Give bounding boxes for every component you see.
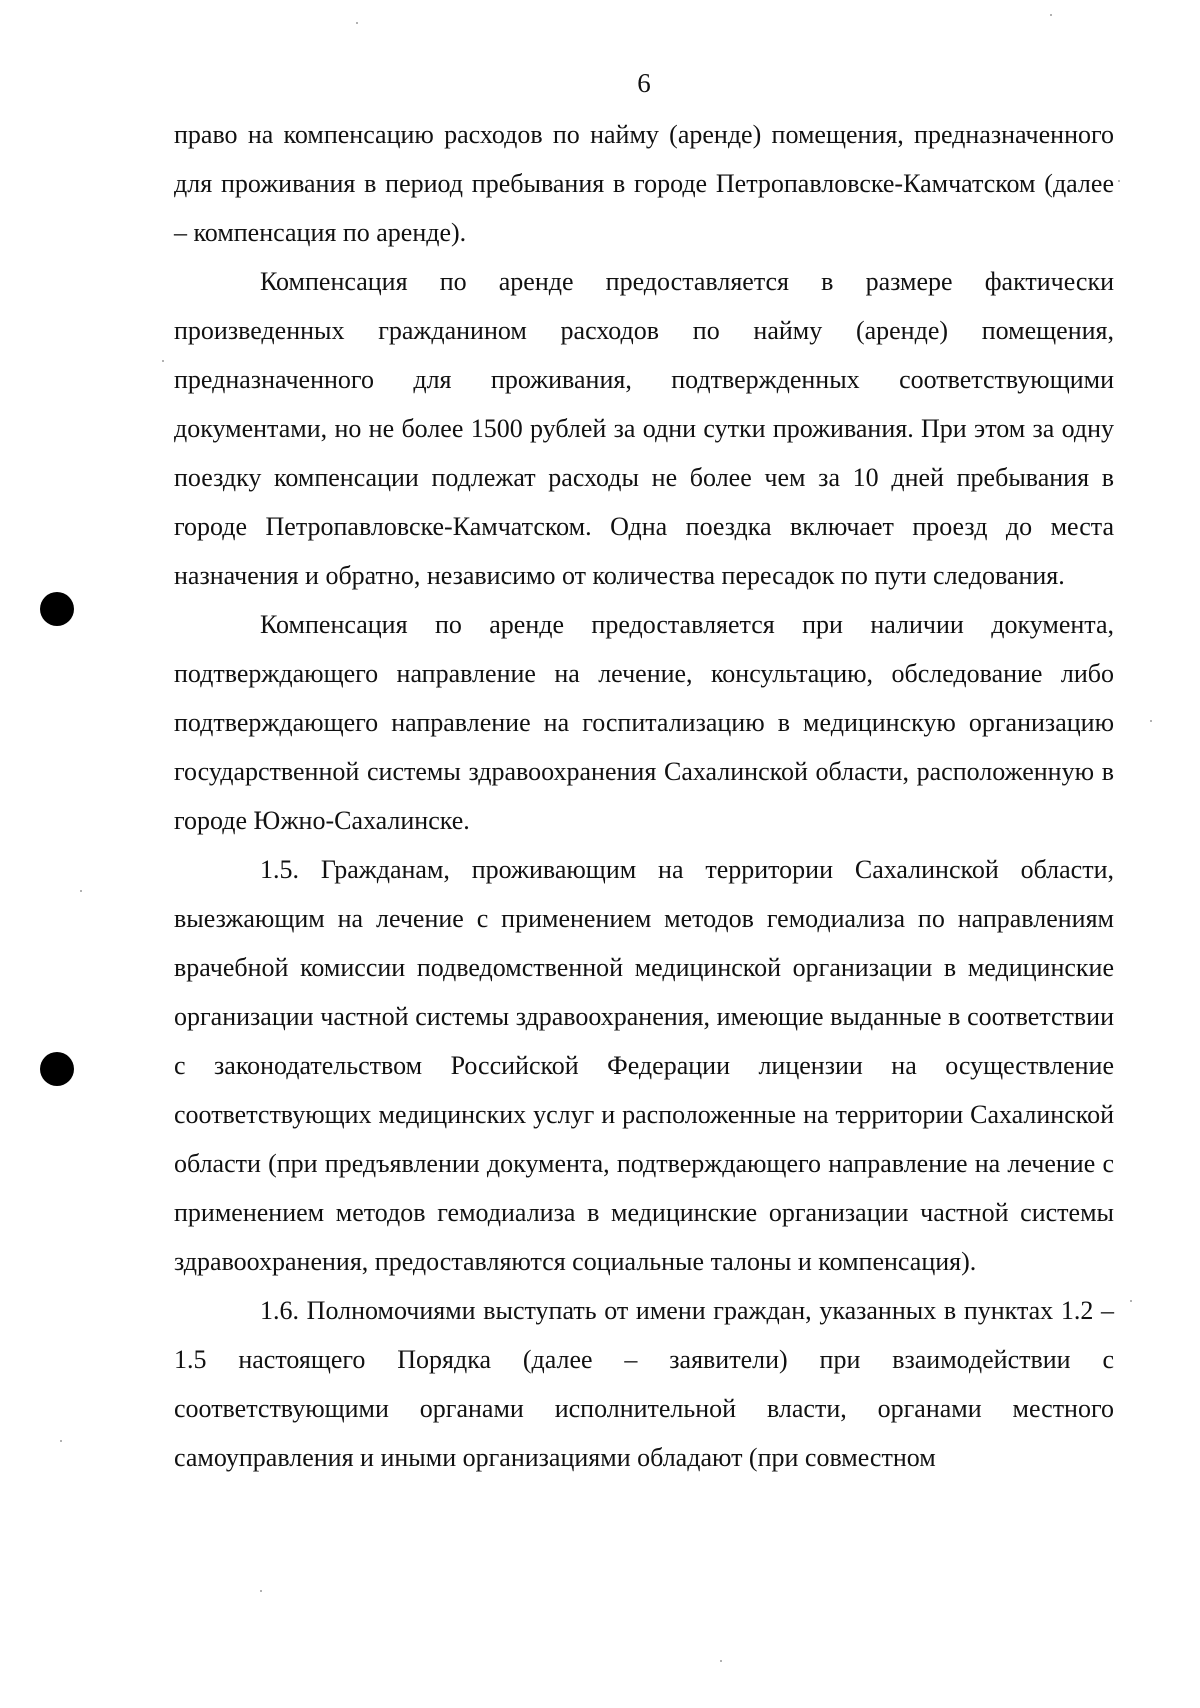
paragraph-1-6: 1.6. Полномочиями выступать от имени граждан, указанных в пунктах 1.2 – 1.5 настоящего Порядка (далее – заявители) при взаимодействии с соответствующими органами исполнительной власти, органами местного самоуправления и иными организациями обладают (при совместном: [174, 1296, 1114, 1472]
punch-hole-top: [40, 592, 74, 626]
paragraph-continuation: право на компенсацию расходов по найму (аренде) помещения, предназначенного для проживания в период пребывания в городе Петропавловске-Камчатском (далее – компенсация по аренде).: [174, 120, 1114, 247]
scan-speck: [1050, 14, 1052, 16]
page-number: 6: [637, 68, 651, 98]
scan-speck: [1150, 720, 1152, 722]
scan-speck: [1118, 180, 1120, 182]
scan-speck: [720, 1660, 722, 1662]
scan-speck: [60, 1440, 62, 1442]
punch-hole-bottom: [40, 1052, 74, 1086]
scan-speck: [1130, 1300, 1132, 1302]
scan-speck: [80, 890, 82, 892]
scan-speck: [162, 360, 164, 362]
paragraph-rental-compensation-amount: Компенсация по аренде предоставляется в размере фактически произведенных гражданином расходов по найму (аренде) помещения, предназначенного для проживания, подтвержденных соответствующими документами, но не более 1500 рублей за одни сутки проживания. При этом за одну поездку компенсации подлежат расходы не более чем за 10 дней пребывания в городе Петропавловске-Камчатском. Одна поездка включает проезд до места назначения и обратно, независимо от количества пересадок по пути следования.: [174, 267, 1114, 590]
scan-speck: [260, 1590, 262, 1592]
document-body: [174, 110, 1114, 1482]
scan-speck: [356, 22, 358, 24]
paragraph-rental-compensation-documents: Компенсация по аренде предоставляется при наличии документа, подтверждающего направление на лечение, консультацию, обследование либо подтверждающего направление на госпитализацию в медицинскую организацию государственной системы здравоохранения Сахалинской области, расположенную в городе Южно-Сахалинске.: [174, 610, 1114, 835]
paragraph-1-5: 1.5. Гражданам, проживающим на территории Сахалинской области, выезжающим на лечение с применением методов гемодиализа по направлениям врачебной комиссии подведомственной медицинской организации в медицинские организации частной системы здравоохранения, имеющие выданные в соответствии с законодательством Российской Федерации лицензии на осуществление соответствующих медицинских услуг и расположенные на территории Сахалинской области (при предъявлении документа, подтверждающего направление на лечение с применением методов гемодиализа в медицинские организации частной системы здравоохранения, предоставляются социальные талоны и компенсация).: [174, 855, 1114, 1276]
